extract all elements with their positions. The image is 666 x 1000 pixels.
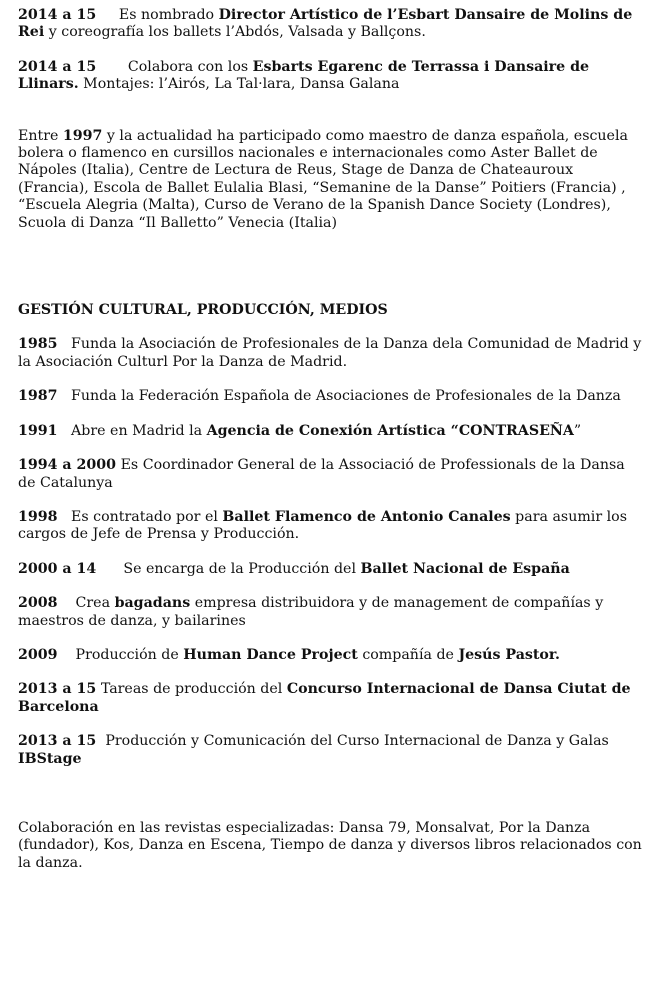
entry-text: Funda la Federación Española de Asociaciones de Profesionales de la Danza (71, 388, 621, 405)
entry-highlight: Concurso Internacional de Dansa Ciutat de Barcelona (18, 681, 631, 715)
magazines-paragraph: Colaboración en las revistas especializadas: Dansa 79, Monsalvat, Por la Danza (fundador), Kos, Danza en Escena, Tiempo de danza y diversos libros relacionados con la danza. (18, 819, 642, 871)
entry-text: Abre en Madrid la (71, 422, 207, 439)
teaching-entry (18, 7, 646, 42)
section-heading: GESTIÓN CULTURAL, PRODUCCIÓN, MEDIOS (18, 302, 388, 319)
entry-text: Montajes: l’Airós, La Tal·lara, Dansa Galana (78, 76, 400, 93)
entry-text: Crea (75, 595, 115, 612)
entry-text: empresa distribuidora y de management de compañías y maestros de danza, y bailarines (18, 595, 604, 629)
entry-highlight: Director Artístico de l’Esbart Dansaire de Molins de Rei (18, 7, 633, 41)
management-entry (18, 423, 646, 440)
entry-highlight: Ballet Flamenco de Antonio Canales (222, 508, 511, 525)
entry-highlight: Ballet Nacional de España (360, 560, 570, 577)
entry-year: 1985 (18, 336, 58, 353)
management-entry (18, 457, 646, 492)
courses-text: Entre (18, 127, 63, 144)
entry-highlight: bagadans (114, 595, 191, 612)
entry-text: y coreografía los ballets l’Abdós, Valsada y Ballçons. (44, 24, 426, 41)
entry-year: 1998 (18, 508, 58, 525)
teaching-entry (18, 59, 646, 94)
management-entry (18, 561, 646, 578)
management-entry (18, 388, 646, 405)
document-page (18, 7, 646, 872)
entry-highlight: IBStage (18, 750, 82, 767)
entry-text: Producción de (75, 646, 184, 663)
entry-year: 2013 a 15 (18, 733, 97, 750)
courses-year: 1997 (62, 127, 103, 144)
management-entry (18, 595, 646, 630)
entry-highlight: Jesús Pastor. (458, 646, 560, 663)
management-entry (18, 733, 646, 768)
entry-year: 2014 a 15 (18, 58, 97, 75)
entry-year: 1987 (18, 388, 58, 405)
management-entry (18, 336, 646, 371)
entry-text: Es contratado por el (71, 508, 223, 525)
entry-text: compañía de (357, 646, 459, 663)
entry-text: Funda la Asociación de Profesionales de la Danza dela Comunidad de Madrid y la Asociación Culturl Por la Danza de Madrid. (18, 336, 642, 370)
management-entry (18, 647, 646, 664)
management-entry (18, 681, 646, 716)
entry-text: Se encarga de la Producción del (123, 560, 361, 577)
entry-text: Es Coordinador General de la Associació de Professionals de la Dansa de Catalunya (18, 457, 625, 491)
entry-year: 1991 (18, 422, 58, 439)
entry-text: Colabora con los (127, 58, 253, 75)
entry-text: para asumir los cargos de Jefe de Prensa y Producción. (18, 508, 627, 543)
entry-highlight: Esbarts Egarenc de Terrassa i Dansaire de Llinars. (18, 58, 590, 93)
entry-year: 2014 a 15 (18, 7, 97, 23)
entry-year: 2013 a 15 (18, 681, 97, 698)
courses-paragraph (18, 128, 646, 232)
courses-text: y la actualidad ha participado como maestro de danza española, escuela bolera o flamenco en cursillos nacionales e internacionales como Aster Ballet de Nápoles (Italia), Centre de Lectura de Reus, Stage de Danza de Chateauroux (Francia), Escola de Ballet Eulalia Blasi, “Semanine de la Danse” Poitiers (Francia) , “Escuela Alegria (Malta), Curso de Verano de la Spanish Dance Society (Londres), Scuola di Danza “Il Balletto” Venecia (Italia) (18, 127, 628, 231)
entry-text: Es nombrado (118, 7, 219, 23)
entry-highlight: Human Dance Project (183, 646, 358, 663)
entry-text: ” (573, 422, 582, 439)
entry-text: Producción y Comunicación del Curso Internacional de Danza y Galas (105, 733, 609, 750)
entry-text: Tareas de producción del (100, 681, 287, 698)
management-entry (18, 509, 646, 544)
entry-highlight: Agencia de Conexión Artística “CONTRASEÑA (206, 422, 574, 439)
entry-year: 2008 (18, 595, 58, 612)
entry-year: 2000 a 14 (18, 560, 97, 577)
entry-year: 1994 a 2000 (18, 457, 117, 474)
entry-year: 2009 (18, 646, 58, 663)
